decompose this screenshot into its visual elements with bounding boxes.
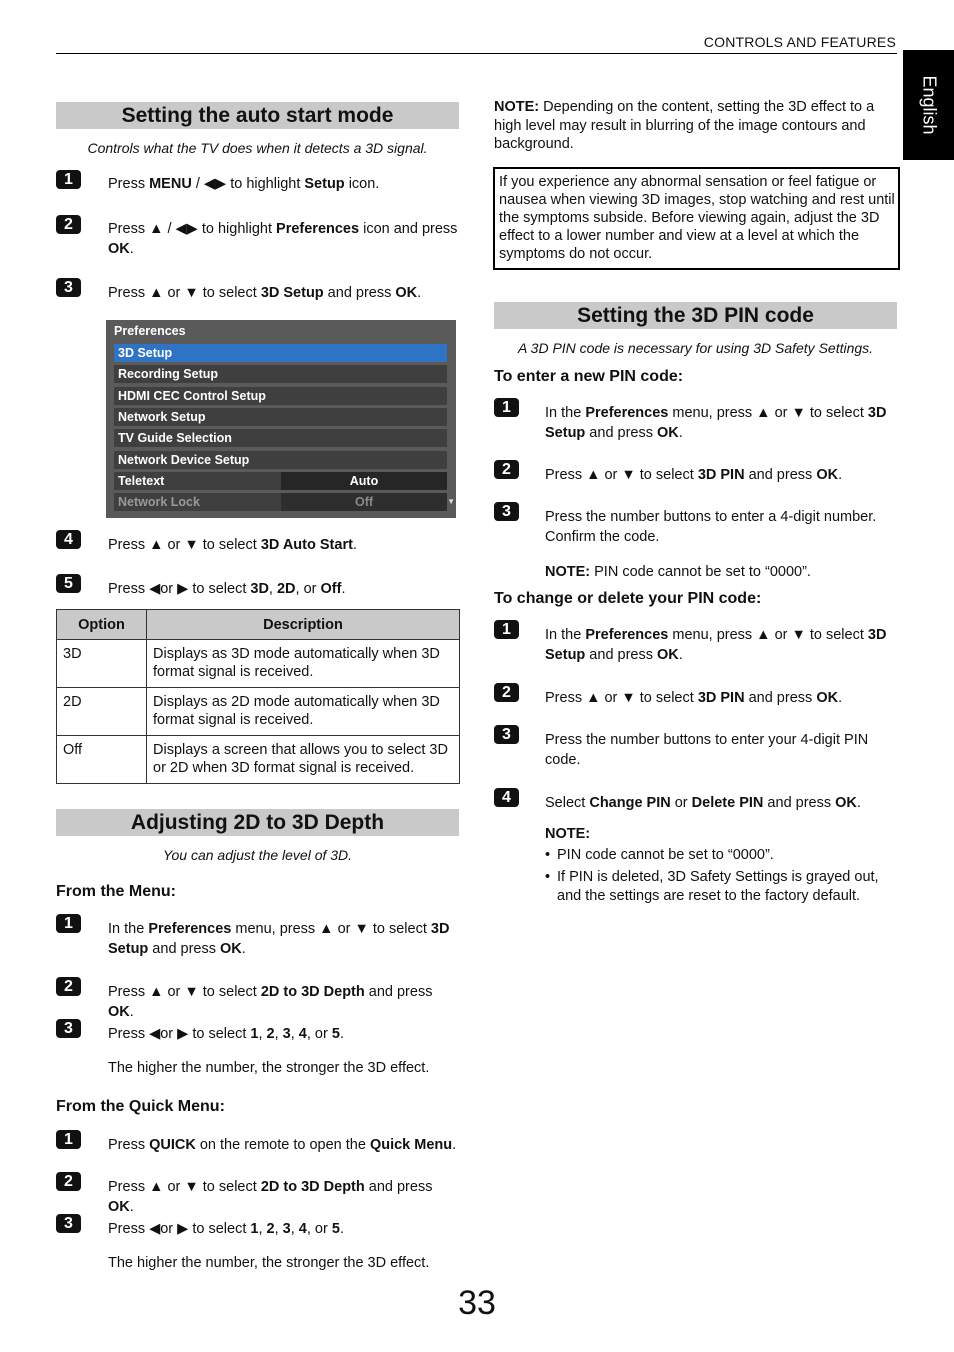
step-text: Press the number buttons to enter a 4-digit number. Confirm the code. <box>545 509 877 545</box>
step-text: Press the number buttons to enter your 4-digit PIN code. <box>545 732 869 768</box>
teletext-value: Auto <box>281 472 447 490</box>
menu-title: Preferences <box>114 324 186 338</box>
language-tab-label: English <box>919 75 939 135</box>
depth-effect-note: The higher the number, the stronger the 3D effect. <box>108 1255 430 1271</box>
depth-subtitle: You can adjust the level of 3D. <box>162 847 353 863</box>
step-badge: 1 <box>56 914 81 933</box>
step-badge: 1 <box>494 398 519 417</box>
table-header-option: Option <box>57 610 147 640</box>
option-cell: 3D <box>57 640 147 688</box>
step-text: In the Preferences menu, press ▲ or ▼ to select 3D Setup and press OK. <box>545 627 887 663</box>
step-text: Press ▲ or ▼ to select 3D PIN and press OK. <box>545 690 843 706</box>
change-pin-heading: To change or delete your PIN code: <box>494 590 762 607</box>
step-badge: 1 <box>56 170 81 189</box>
description-cell: Displays as 3D mode automatically when 3D format signal is received. <box>147 640 460 688</box>
note-label: NOTE: <box>494 99 540 115</box>
table-row <box>57 688 460 736</box>
step-badge: 3 <box>56 1214 81 1233</box>
depth-title: Adjusting 2D to 3D Depth <box>56 809 459 836</box>
menu-item-teletext[interactable]: Teletext Auto <box>114 472 447 490</box>
right-note <box>494 98 894 154</box>
step-badge: 2 <box>494 460 519 479</box>
description-cell: Displays a screen that allows you to select 3D or 2D when 3D format signal is received. <box>147 736 460 784</box>
step-text: Press ▲ or ▼ to select 2D to 3D Depth and press OK. <box>108 984 433 1020</box>
step-badge: 1 <box>494 620 519 639</box>
note-text: Depending on the content, setting the 3D effect to a high level may result in blurring of the image contours and background. <box>494 99 875 152</box>
menu-item-recording-setup[interactable]: Recording Setup <box>114 365 447 383</box>
menu-item-network-lock: Network Lock Off <box>114 493 447 511</box>
note-bullet: • PIN code cannot be set to “0000”. <box>557 846 895 865</box>
table-header-description: Description <box>147 610 460 640</box>
step-badge: 5 <box>56 574 81 593</box>
enter-pin-heading: To enter a new PIN code: <box>494 368 684 385</box>
auto-start-title: Setting the auto start mode <box>56 102 459 129</box>
option-cell: Off <box>57 736 147 784</box>
from-menu-heading: From the Menu: <box>56 883 176 900</box>
pin-change-notes <box>545 824 895 906</box>
table-row <box>57 640 460 688</box>
options-table <box>56 609 460 784</box>
page-number: 33 <box>458 1284 496 1322</box>
description-cell: Displays as 2D mode automatically when 3D format signal is received. <box>147 688 460 736</box>
step-badge: 4 <box>494 788 519 807</box>
step-text: Press ◀or ▶ to select 3D, 2D, or Off. <box>108 581 346 597</box>
note-label: NOTE: <box>545 826 591 842</box>
from-quick-menu-heading: From the Quick Menu: <box>56 1098 225 1115</box>
step-text: Press ▲ or ▼ to select 3D Setup and press OK. <box>108 285 422 301</box>
menu-item-network-device[interactable]: Network Device Setup <box>114 451 447 469</box>
scroll-down-icon[interactable]: ▼ <box>447 497 455 506</box>
running-header: CONTROLS AND FEATURES <box>703 34 896 50</box>
step-badge: 3 <box>56 278 81 297</box>
step-text: Press ◀or ▶ to select 1, 2, 3, 4, or 5. <box>108 1221 344 1237</box>
note-label: NOTE: <box>545 564 591 580</box>
step-text: In the Preferences menu, press ▲ or ▼ to select 3D Setup and press OK. <box>545 405 887 441</box>
depth-effect-note: The higher the number, the stronger the 3D effect. <box>108 1060 430 1076</box>
step-badge: 1 <box>56 1130 81 1149</box>
menu-item-hdmi-cec[interactable]: HDMI CEC Control Setup <box>114 387 447 405</box>
header-rule <box>56 53 897 54</box>
step-text: Press ▲ / ◀▶ to highlight Preferences icon and press OK. <box>108 221 458 257</box>
step-text: Press ▲ or ▼ to select 2D to 3D Depth and press OK. <box>108 1179 433 1215</box>
step-badge: 2 <box>56 1172 81 1191</box>
step-badge: 2 <box>494 683 519 702</box>
step-text: Press ▲ or ▼ to select 3D Auto Start. <box>108 537 357 553</box>
network-lock-value: Off <box>281 493 447 511</box>
auto-start-subtitle: Controls what the TV does when it detects a 3D signal. <box>87 140 428 156</box>
language-tab <box>903 50 954 160</box>
table-row <box>57 736 460 784</box>
step-badge: 3 <box>494 502 519 521</box>
step-badge: 2 <box>56 215 81 234</box>
menu-item-3d-setup[interactable]: 3D Setup <box>114 344 447 362</box>
preferences-menu-screenshot <box>106 320 456 518</box>
pin-enter-note: NOTE: PIN code cannot be set to “0000”. <box>545 564 811 580</box>
menu-item-tv-guide[interactable]: TV Guide Selection <box>114 429 447 447</box>
pin-title: Setting the 3D PIN code <box>494 302 897 329</box>
step-text: In the Preferences menu, press ▲ or ▼ to select 3D Setup and press OK. <box>108 921 450 957</box>
step-badge: 3 <box>494 725 519 744</box>
note-bullet: • If PIN is deleted, 3D Safety Settings is grayed out, and the settings are reset to the factory default. <box>557 868 895 906</box>
step-badge: 2 <box>56 977 81 996</box>
step-text: Press MENU / ◀▶ to highlight Setup icon. <box>108 176 380 192</box>
menu-item-network-setup[interactable]: Network Setup <box>114 408 447 426</box>
option-cell: 2D <box>57 688 147 736</box>
step-badge: 4 <box>56 530 81 549</box>
step-text: Press QUICK on the remote to open the Quick Menu. <box>108 1137 457 1153</box>
step-badge: 3 <box>56 1019 81 1038</box>
warning-box: If you experience any abnormal sensation or feel fatigue or nausea when viewing 3D images, stop watching and rest until the symptoms subside. Before viewing again, adjust the 3D effect to a lower number and view at a level at which the symptoms do not occur. <box>493 167 900 270</box>
step-text: Select Change PIN or Delete PIN and press OK. <box>545 795 861 811</box>
pin-subtitle: A 3D PIN code is necessary for using 3D Safety Settings. <box>517 340 874 356</box>
step-text: Press ▲ or ▼ to select 3D PIN and press OK. <box>545 467 843 483</box>
step-text: Press ◀or ▶ to select 1, 2, 3, 4, or 5. <box>108 1026 344 1042</box>
